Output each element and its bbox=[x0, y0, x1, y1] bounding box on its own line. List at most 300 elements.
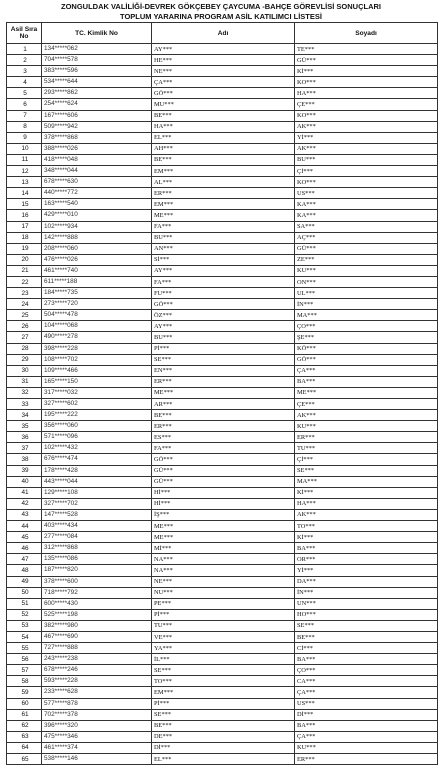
order-no-cell: 28 bbox=[7, 343, 42, 354]
name-cell: GÖ*** bbox=[152, 88, 295, 99]
table-row bbox=[7, 166, 438, 177]
tc-id-cell: 490*****278 bbox=[42, 332, 152, 343]
tc-id-cell: 525*****198 bbox=[42, 609, 152, 620]
tc-id-cell: 678*****630 bbox=[42, 177, 152, 188]
name-cell: İŞ*** bbox=[152, 509, 295, 520]
name-cell: EN*** bbox=[152, 365, 295, 376]
surname-cell: ÇE*** bbox=[295, 399, 438, 410]
tc-id-cell: 243*****238 bbox=[42, 654, 152, 665]
name-cell: FA*** bbox=[152, 276, 295, 287]
table-row bbox=[7, 443, 438, 454]
tc-id-cell: 187*****820 bbox=[42, 565, 152, 576]
tc-id-cell: 396*****320 bbox=[42, 720, 152, 731]
tc-id-cell: 277*****084 bbox=[42, 532, 152, 543]
surname-cell: Kİ*** bbox=[295, 66, 438, 77]
name-cell: AR*** bbox=[152, 399, 295, 410]
tc-id-cell: 398*****228 bbox=[42, 343, 152, 354]
table-row bbox=[7, 143, 438, 154]
name-cell: ER*** bbox=[152, 421, 295, 432]
tc-id-cell: 142*****888 bbox=[42, 232, 152, 243]
name-cell: Sİ*** bbox=[152, 254, 295, 265]
order-no-cell: 3 bbox=[7, 66, 42, 77]
table-body bbox=[7, 44, 438, 765]
surname-cell: SE*** bbox=[295, 465, 438, 476]
name-cell: FA*** bbox=[152, 221, 295, 232]
surname-cell: CA*** bbox=[295, 676, 438, 687]
table-row bbox=[7, 498, 438, 509]
surname-cell: GÜ*** bbox=[295, 55, 438, 66]
tc-id-cell: 378*****868 bbox=[42, 132, 152, 143]
surname-cell: İN*** bbox=[295, 299, 438, 310]
order-no-cell: 44 bbox=[7, 521, 42, 532]
document-subtitle: TOPLUM YARARINA PROGRAM ASİL KATILIMCI LİSTESİ bbox=[120, 12, 322, 21]
order-no-cell: 15 bbox=[7, 199, 42, 210]
table-row bbox=[7, 731, 438, 742]
table-row bbox=[7, 232, 438, 243]
surname-cell: AK*** bbox=[295, 143, 438, 154]
table-row bbox=[7, 55, 438, 66]
name-cell: BE*** bbox=[152, 110, 295, 121]
order-no-cell: 54 bbox=[7, 631, 42, 642]
order-no-cell: 52 bbox=[7, 609, 42, 620]
tc-id-cell: 273*****720 bbox=[42, 299, 152, 310]
tc-id-cell: 727*****888 bbox=[42, 643, 152, 654]
tc-id-cell: 388*****026 bbox=[42, 143, 152, 154]
name-cell: ÇA*** bbox=[152, 77, 295, 88]
name-cell: AY*** bbox=[152, 321, 295, 332]
order-no-cell: 24 bbox=[7, 299, 42, 310]
table-row bbox=[7, 587, 438, 598]
order-no-cell: 17 bbox=[7, 221, 42, 232]
table-row bbox=[7, 543, 438, 554]
tc-id-cell: 475*****346 bbox=[42, 731, 152, 742]
surname-cell: KA*** bbox=[295, 199, 438, 210]
tc-id-cell: 429*****010 bbox=[42, 210, 152, 221]
tc-id-cell: 356*****060 bbox=[42, 421, 152, 432]
order-no-cell: 14 bbox=[7, 188, 42, 199]
surname-cell: KO*** bbox=[295, 110, 438, 121]
order-no-cell: 62 bbox=[7, 720, 42, 731]
name-cell: FA*** bbox=[152, 443, 295, 454]
table-row bbox=[7, 754, 438, 765]
order-no-cell: 21 bbox=[7, 265, 42, 276]
tc-id-cell: 254*****624 bbox=[42, 99, 152, 110]
name-cell: GÖ*** bbox=[152, 299, 295, 310]
surname-cell: Kİ*** bbox=[295, 487, 438, 498]
order-no-cell: 65 bbox=[7, 754, 42, 765]
order-no-cell: 55 bbox=[7, 643, 42, 654]
surname-cell: TE*** bbox=[295, 44, 438, 55]
name-cell: EM*** bbox=[152, 166, 295, 177]
name-cell: TO*** bbox=[152, 676, 295, 687]
name-cell: EL*** bbox=[152, 754, 295, 765]
order-no-cell: 18 bbox=[7, 232, 42, 243]
name-cell: Mİ*** bbox=[152, 543, 295, 554]
tc-id-cell: 317*****032 bbox=[42, 387, 152, 398]
tc-id-cell: 195*****222 bbox=[42, 410, 152, 421]
surname-cell: AK*** bbox=[295, 121, 438, 132]
surname-cell: ÇE*** bbox=[295, 99, 438, 110]
table-row bbox=[7, 598, 438, 609]
surname-cell: AK*** bbox=[295, 410, 438, 421]
surname-cell: HA*** bbox=[295, 88, 438, 99]
table-row bbox=[7, 387, 438, 398]
surname-cell: UN*** bbox=[295, 598, 438, 609]
table-row bbox=[7, 210, 438, 221]
tc-id-cell: 108*****702 bbox=[42, 354, 152, 365]
tc-id-cell: 704*****578 bbox=[42, 55, 152, 66]
name-cell: GÜ*** bbox=[152, 476, 295, 487]
tc-id-cell: 577*****878 bbox=[42, 698, 152, 709]
table-row bbox=[7, 532, 438, 543]
name-cell: SE*** bbox=[152, 665, 295, 676]
table-row bbox=[7, 132, 438, 143]
name-cell: YA*** bbox=[152, 643, 295, 654]
tc-id-cell: 504*****478 bbox=[42, 310, 152, 321]
table-row bbox=[7, 321, 438, 332]
surname-cell: Kİ*** bbox=[295, 532, 438, 543]
order-no-cell: 9 bbox=[7, 132, 42, 143]
name-cell: ER*** bbox=[152, 376, 295, 387]
name-cell: DE*** bbox=[152, 731, 295, 742]
order-no-cell: 50 bbox=[7, 587, 42, 598]
order-no-cell: 26 bbox=[7, 321, 42, 332]
order-no-cell: 61 bbox=[7, 709, 42, 720]
order-no-cell: 41 bbox=[7, 487, 42, 498]
surname-cell: GÜ*** bbox=[295, 243, 438, 254]
order-no-cell: 6 bbox=[7, 99, 42, 110]
surname-cell: BA*** bbox=[295, 376, 438, 387]
table-row bbox=[7, 742, 438, 753]
order-no-cell: 33 bbox=[7, 399, 42, 410]
table-row bbox=[7, 121, 438, 132]
table-row bbox=[7, 432, 438, 443]
order-no-cell: 43 bbox=[7, 509, 42, 520]
tc-id-cell: 348*****044 bbox=[42, 166, 152, 177]
table-row bbox=[7, 643, 438, 654]
order-no-cell: 57 bbox=[7, 665, 42, 676]
surname-cell: Çİ*** bbox=[295, 454, 438, 465]
tc-id-cell: 718*****792 bbox=[42, 587, 152, 598]
surname-cell: Dİ*** bbox=[295, 709, 438, 720]
surname-cell: ER*** bbox=[295, 432, 438, 443]
order-no-cell: 60 bbox=[7, 698, 42, 709]
table-row bbox=[7, 110, 438, 121]
order-no-cell: 22 bbox=[7, 276, 42, 287]
table-row bbox=[7, 265, 438, 276]
surname-cell: Çİ*** bbox=[295, 166, 438, 177]
table-row bbox=[7, 521, 438, 532]
surname-cell: ER*** bbox=[295, 754, 438, 765]
surname-cell: Yİ*** bbox=[295, 132, 438, 143]
table-row bbox=[7, 365, 438, 376]
name-cell: BU*** bbox=[152, 332, 295, 343]
name-cell: NU*** bbox=[152, 587, 295, 598]
order-no-cell: 38 bbox=[7, 454, 42, 465]
tc-id-cell: 538*****146 bbox=[42, 754, 152, 765]
tc-id-cell: 102*****432 bbox=[42, 443, 152, 454]
tc-id-cell: 163*****540 bbox=[42, 199, 152, 210]
surname-cell: ÇO*** bbox=[295, 321, 438, 332]
table-row bbox=[7, 376, 438, 387]
tc-id-cell: 165*****150 bbox=[42, 376, 152, 387]
name-cell: NA*** bbox=[152, 554, 295, 565]
name-cell: Hİ*** bbox=[152, 498, 295, 509]
table-row bbox=[7, 154, 438, 165]
surname-cell: ME*** bbox=[295, 387, 438, 398]
name-cell: ME*** bbox=[152, 532, 295, 543]
table-row bbox=[7, 687, 438, 698]
surname-cell: KO*** bbox=[295, 177, 438, 188]
tc-id-cell: 467*****690 bbox=[42, 631, 152, 642]
tc-id-cell: 167*****606 bbox=[42, 110, 152, 121]
table-row bbox=[7, 199, 438, 210]
surname-cell: ON*** bbox=[295, 276, 438, 287]
table-row bbox=[7, 709, 438, 720]
tc-id-cell: 184*****735 bbox=[42, 288, 152, 299]
name-cell: NE*** bbox=[152, 576, 295, 587]
tc-id-cell: 102*****934 bbox=[42, 221, 152, 232]
table-row bbox=[7, 565, 438, 576]
tc-id-cell: 461*****740 bbox=[42, 265, 152, 276]
order-no-cell: 48 bbox=[7, 565, 42, 576]
tc-id-cell: 509*****942 bbox=[42, 121, 152, 132]
tc-id-cell: 383*****596 bbox=[42, 66, 152, 77]
tc-id-cell: 134*****062 bbox=[42, 44, 152, 55]
order-no-cell: 30 bbox=[7, 365, 42, 376]
order-no-cell: 32 bbox=[7, 387, 42, 398]
name-cell: EM*** bbox=[152, 687, 295, 698]
order-no-cell: 8 bbox=[7, 121, 42, 132]
name-cell: VE*** bbox=[152, 631, 295, 642]
surname-cell: OR*** bbox=[295, 554, 438, 565]
table-row bbox=[7, 509, 438, 520]
surname-cell: BA*** bbox=[295, 543, 438, 554]
order-no-cell: 46 bbox=[7, 543, 42, 554]
name-cell: FU*** bbox=[152, 288, 295, 299]
surname-cell: BA*** bbox=[295, 654, 438, 665]
name-cell: EL*** bbox=[152, 132, 295, 143]
surname-cell: SA*** bbox=[295, 221, 438, 232]
name-cell: BE*** bbox=[152, 720, 295, 731]
table-row bbox=[7, 88, 438, 99]
document-title: ZONGULDAK VALİLİĞİ-DEVREK GÖKÇEBEY ÇAYCUMA -BAHÇE GÖREVLİSİ SONUÇLARI bbox=[60, 2, 382, 11]
order-no-cell: 19 bbox=[7, 243, 42, 254]
surname-cell: Yİ*** bbox=[295, 565, 438, 576]
table-row bbox=[7, 177, 438, 188]
tc-id-cell: 208*****060 bbox=[42, 243, 152, 254]
surname-cell: TO*** bbox=[295, 521, 438, 532]
surname-cell: TU*** bbox=[295, 443, 438, 454]
order-no-cell: 12 bbox=[7, 166, 42, 177]
order-no-cell: 59 bbox=[7, 687, 42, 698]
tc-id-cell: 611*****188 bbox=[42, 276, 152, 287]
name-cell: AY*** bbox=[152, 265, 295, 276]
table-row bbox=[7, 66, 438, 77]
table-row bbox=[7, 299, 438, 310]
name-cell: NE*** bbox=[152, 66, 295, 77]
tc-id-cell: 600*****430 bbox=[42, 598, 152, 609]
name-cell: Pİ*** bbox=[152, 698, 295, 709]
order-no-cell: 40 bbox=[7, 476, 42, 487]
surname-cell: ÇA*** bbox=[295, 687, 438, 698]
surname-cell: KA*** bbox=[295, 210, 438, 221]
table-row bbox=[7, 399, 438, 410]
tc-id-cell: 178*****428 bbox=[42, 465, 152, 476]
table-row bbox=[7, 343, 438, 354]
surname-cell: BU*** bbox=[295, 154, 438, 165]
order-no-cell: 42 bbox=[7, 498, 42, 509]
order-no-cell: 37 bbox=[7, 443, 42, 454]
order-no-cell: 20 bbox=[7, 254, 42, 265]
table-row bbox=[7, 465, 438, 476]
order-no-cell: 53 bbox=[7, 620, 42, 631]
order-no-cell: 58 bbox=[7, 676, 42, 687]
order-no-cell: 39 bbox=[7, 465, 42, 476]
name-cell: PE*** bbox=[152, 598, 295, 609]
surname-cell: KU*** bbox=[295, 421, 438, 432]
surname-cell: KU*** bbox=[295, 265, 438, 276]
order-no-cell: 31 bbox=[7, 376, 42, 387]
table-row bbox=[7, 487, 438, 498]
order-no-cell: 27 bbox=[7, 332, 42, 343]
surname-cell: ÇA*** bbox=[295, 731, 438, 742]
table-row bbox=[7, 698, 438, 709]
order-no-cell: 11 bbox=[7, 154, 42, 165]
tc-id-cell: 327*****602 bbox=[42, 399, 152, 410]
column-header-order-no: Asil Sıra No bbox=[7, 23, 42, 44]
surname-cell: ÇO*** bbox=[295, 665, 438, 676]
table-row bbox=[7, 665, 438, 676]
order-no-cell: 47 bbox=[7, 554, 42, 565]
order-no-cell: 1 bbox=[7, 44, 42, 55]
name-cell: BE*** bbox=[152, 154, 295, 165]
name-cell: HA*** bbox=[152, 121, 295, 132]
tc-id-cell: 678*****246 bbox=[42, 665, 152, 676]
tc-id-cell: 293*****862 bbox=[42, 88, 152, 99]
table-row bbox=[7, 631, 438, 642]
tc-id-cell: 129*****108 bbox=[42, 487, 152, 498]
order-no-cell: 36 bbox=[7, 432, 42, 443]
column-header-surname: Soyadı bbox=[295, 23, 438, 44]
surname-cell: ŞE*** bbox=[295, 332, 438, 343]
tc-id-cell: 378*****600 bbox=[42, 576, 152, 587]
table-row bbox=[7, 310, 438, 321]
tc-id-cell: 109*****466 bbox=[42, 365, 152, 376]
surname-cell: HA*** bbox=[295, 498, 438, 509]
surname-cell: AK*** bbox=[295, 509, 438, 520]
surname-cell: SE*** bbox=[295, 620, 438, 631]
name-cell: SE*** bbox=[152, 354, 295, 365]
table-row bbox=[7, 44, 438, 55]
order-no-cell: 16 bbox=[7, 210, 42, 221]
tc-id-cell: 476*****026 bbox=[42, 254, 152, 265]
name-cell: SE*** bbox=[152, 709, 295, 720]
tc-id-cell: 104*****068 bbox=[42, 321, 152, 332]
surname-cell: AÇ*** bbox=[295, 232, 438, 243]
name-cell: Dİ*** bbox=[152, 742, 295, 753]
tc-id-cell: 403*****434 bbox=[42, 521, 152, 532]
tc-id-cell: 593*****228 bbox=[42, 676, 152, 687]
name-cell: AH*** bbox=[152, 143, 295, 154]
tc-id-cell: 418*****048 bbox=[42, 154, 152, 165]
name-cell: Pİ*** bbox=[152, 609, 295, 620]
table-row bbox=[7, 720, 438, 731]
order-no-cell: 2 bbox=[7, 55, 42, 66]
surname-cell: ZE*** bbox=[295, 254, 438, 265]
tc-id-cell: 382*****980 bbox=[42, 620, 152, 631]
name-cell: TU*** bbox=[152, 620, 295, 631]
order-no-cell: 51 bbox=[7, 598, 42, 609]
table-row bbox=[7, 654, 438, 665]
tc-id-cell: 443*****044 bbox=[42, 476, 152, 487]
surname-cell: MA*** bbox=[295, 476, 438, 487]
order-no-cell: 49 bbox=[7, 576, 42, 587]
order-no-cell: 29 bbox=[7, 354, 42, 365]
name-cell: ES*** bbox=[152, 432, 295, 443]
name-cell: GÜ*** bbox=[152, 465, 295, 476]
tc-id-cell: 233*****628 bbox=[42, 687, 152, 698]
tc-id-cell: 571*****096 bbox=[42, 432, 152, 443]
tc-id-cell: 327*****702 bbox=[42, 498, 152, 509]
participant-table bbox=[6, 22, 438, 765]
table-row bbox=[7, 454, 438, 465]
tc-id-cell: 147*****528 bbox=[42, 509, 152, 520]
name-cell: ME*** bbox=[152, 387, 295, 398]
surname-cell: Cİ*** bbox=[295, 643, 438, 654]
name-cell: BE*** bbox=[152, 410, 295, 421]
table-row bbox=[7, 609, 438, 620]
name-cell: İL*** bbox=[152, 654, 295, 665]
name-cell: Hİ*** bbox=[152, 487, 295, 498]
order-no-cell: 63 bbox=[7, 731, 42, 742]
table-row bbox=[7, 276, 438, 287]
table-row bbox=[7, 410, 438, 421]
table-row bbox=[7, 576, 438, 587]
order-no-cell: 23 bbox=[7, 288, 42, 299]
tc-id-cell: 676*****474 bbox=[42, 454, 152, 465]
order-no-cell: 13 bbox=[7, 177, 42, 188]
surname-cell: US*** bbox=[295, 188, 438, 199]
surname-cell: GÖ*** bbox=[295, 354, 438, 365]
table-row bbox=[7, 354, 438, 365]
table-row bbox=[7, 288, 438, 299]
surname-cell: MA*** bbox=[295, 310, 438, 321]
name-cell: Pİ*** bbox=[152, 343, 295, 354]
name-cell: AN*** bbox=[152, 243, 295, 254]
name-cell: GÖ*** bbox=[152, 454, 295, 465]
order-no-cell: 7 bbox=[7, 110, 42, 121]
surname-cell: HO*** bbox=[295, 609, 438, 620]
surname-cell: KO*** bbox=[295, 77, 438, 88]
table-row bbox=[7, 554, 438, 565]
table-row bbox=[7, 77, 438, 88]
order-no-cell: 10 bbox=[7, 143, 42, 154]
name-cell: BU*** bbox=[152, 232, 295, 243]
table-row bbox=[7, 243, 438, 254]
table-row bbox=[7, 676, 438, 687]
surname-cell: US*** bbox=[295, 698, 438, 709]
order-no-cell: 5 bbox=[7, 88, 42, 99]
surname-cell: KU*** bbox=[295, 742, 438, 753]
order-no-cell: 4 bbox=[7, 77, 42, 88]
name-cell: HE*** bbox=[152, 55, 295, 66]
surname-cell: İN*** bbox=[295, 587, 438, 598]
table-row bbox=[7, 620, 438, 631]
table-row bbox=[7, 332, 438, 343]
surname-cell: DA*** bbox=[295, 576, 438, 587]
name-cell: MU*** bbox=[152, 99, 295, 110]
